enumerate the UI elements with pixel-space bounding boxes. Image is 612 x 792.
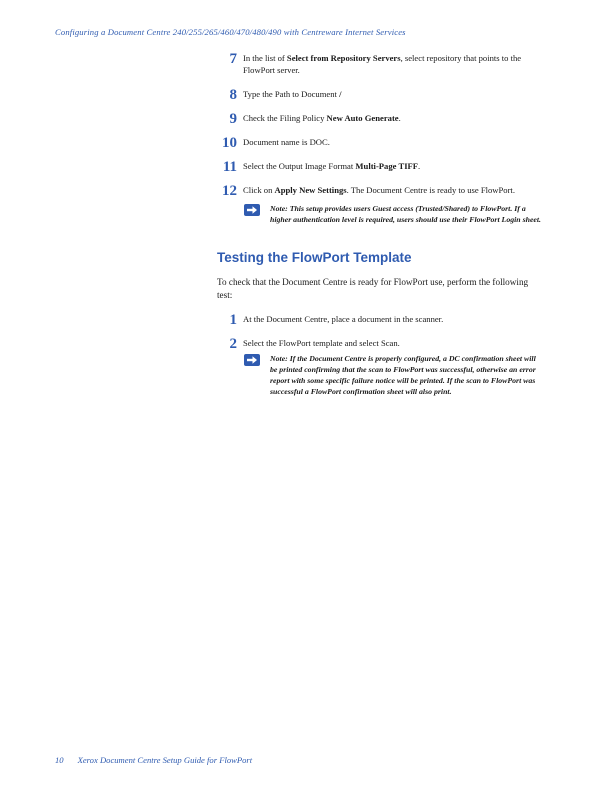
- step-text: Select the Output Image Format Multi-Page TIFF.: [243, 161, 421, 171]
- note-text: Note: This setup provides users Guest access (Trusted/Shared) to FlowPort. If a higher authentication level is required, users should use their FlowPort Login sheet.: [270, 204, 541, 224]
- step-text: Type the Path to Document /: [243, 89, 342, 99]
- step-number: 12: [222, 183, 237, 199]
- step-number: 8: [229, 87, 237, 103]
- step-number: 11: [222, 159, 237, 175]
- section-intro: To check that the Document Centre is ready for FlowPort use, perform the following test:: [217, 277, 529, 300]
- step-number: 10: [222, 135, 237, 151]
- step-text: At the Document Centre, place a document in the scanner.: [243, 314, 444, 324]
- step-text: Document name is DOC.: [243, 137, 330, 147]
- step-number: 9: [229, 111, 237, 127]
- step-number: 7: [229, 51, 237, 67]
- step-text: In the list of Select from Repository Servers, select repository that points to the FlowPort server.: [243, 53, 522, 75]
- page-footer: [55, 755, 252, 765]
- step-text: Click on Apply New Settings. The Document Centre is ready to use FlowPort.: [243, 185, 515, 195]
- note-arrow-icon: [244, 354, 260, 366]
- note-arrow-icon: [244, 204, 260, 216]
- page-number: 10: [55, 755, 64, 765]
- step-text: Check the Filing Policy New Auto Generate.: [243, 113, 401, 123]
- step-number: 1: [229, 312, 237, 328]
- note-text: Note: If the Document Centre is properly configured, a DC confirmation sheet will be printed confirming that the scan to FlowPort was successful, otherwise an error report with some specific failure notice will be printed. If the scan to FlowPort was successful a FlowPort confirmation sheet will also print.: [270, 354, 536, 396]
- step-number: 2: [229, 336, 237, 352]
- footer-title: Xerox Document Centre Setup Guide for FlowPort: [77, 755, 253, 765]
- section-heading: Testing the FlowPort Template: [217, 250, 412, 265]
- step-text: Select the FlowPort template and select Scan.: [243, 338, 400, 348]
- running-header: Configuring a Document Centre 240/255/265/460/470/480/490 with Centreware Internet Services: [55, 27, 406, 37]
